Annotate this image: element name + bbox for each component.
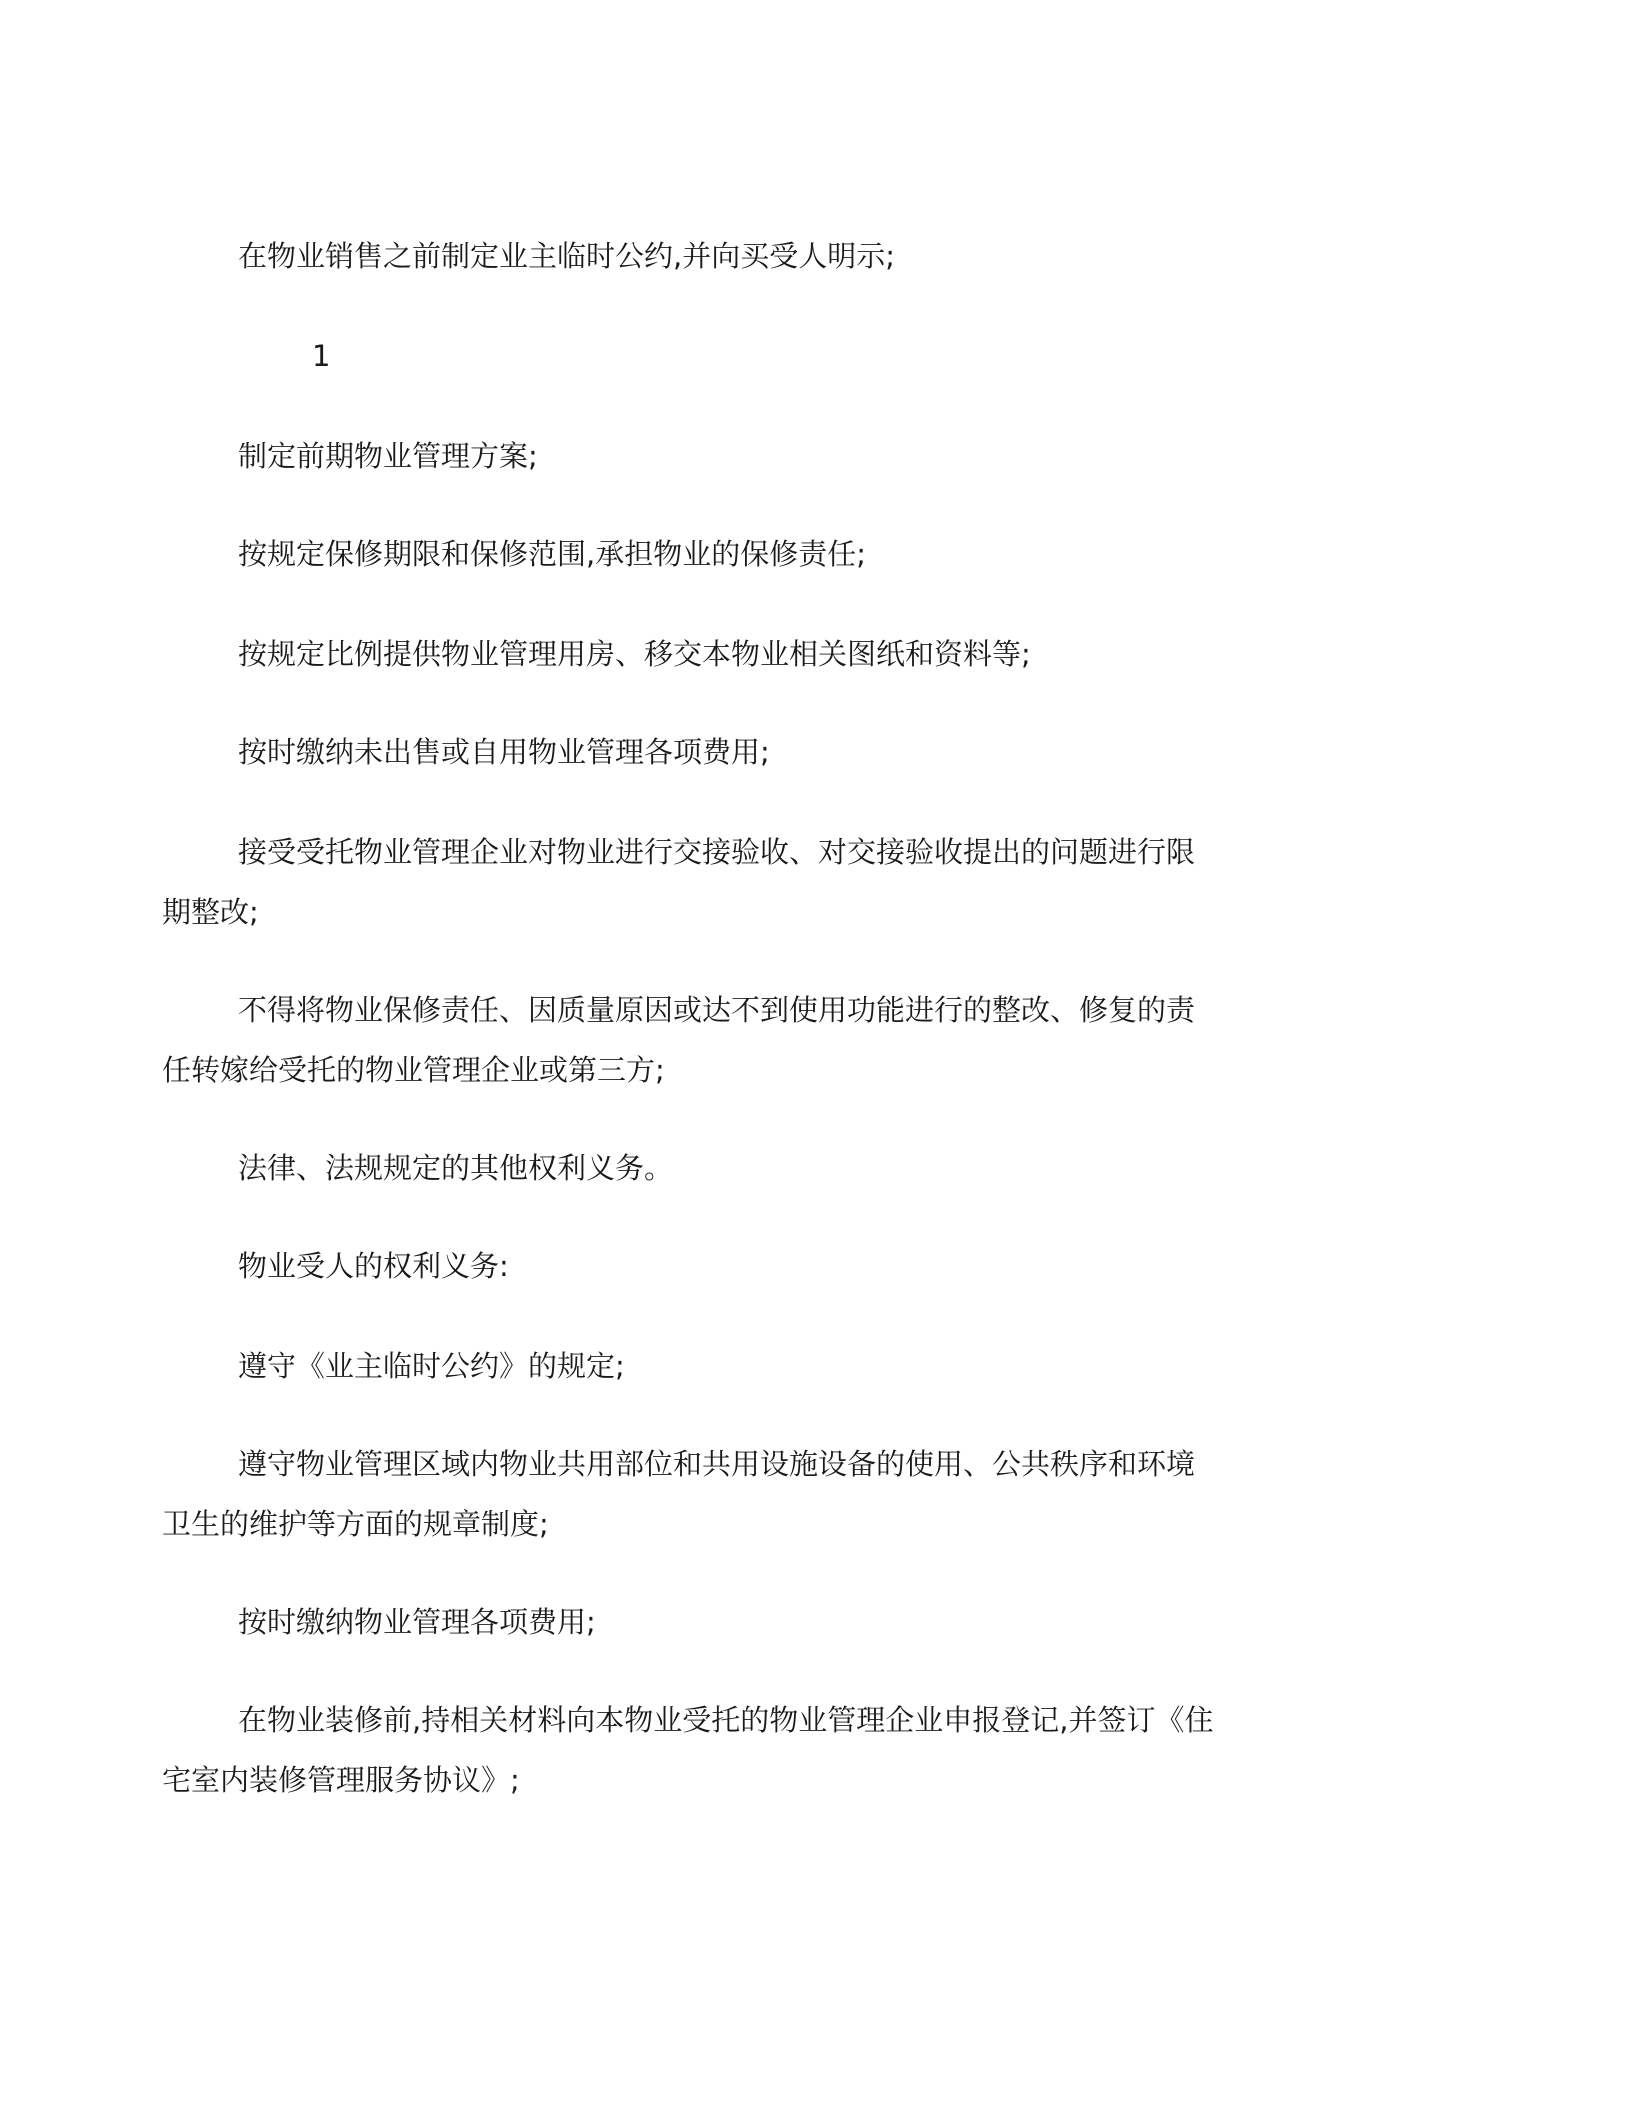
paragraph-line: 在物业装修前,持相关材料向本物业受托的物业管理企业申报登记,并签订《住 (238, 1703, 1214, 1737)
paragraph-line: 遵守物业管理区域内物业共用部位和共用设施设备的使用、公共秩序和环境 (238, 1447, 1196, 1481)
paragraph-line: 卫生的维护等方面的规章制度; (162, 1507, 549, 1541)
paragraph (162, 822, 1388, 942)
paragraph: 遵守《业主临时公约》的规定; (238, 1349, 625, 1383)
page-number: 1 (312, 339, 331, 373)
paragraph (162, 1434, 1388, 1554)
paragraph-line: 宅室内装修管理服务协议》; (162, 1763, 520, 1797)
paragraph (162, 1690, 1388, 1810)
paragraph: 按规定保修期限和保修范围,承担物业的保修责任; (238, 537, 866, 571)
paragraph: 在物业销售之前制定业主临时公约,并向买受人明示; (238, 239, 895, 273)
paragraph-line: 任转嫁给受托的物业管理企业或第三方; (162, 1053, 665, 1087)
paragraph (162, 980, 1388, 1100)
paragraph: 制定前期物业管理方案; (238, 439, 538, 473)
paragraph-line: 接受受托物业管理企业对物业进行交接验收、对交接验收提出的问题进行限 (238, 835, 1196, 869)
paragraph-line: 期整改; (162, 895, 259, 929)
paragraph: 按时缴纳物业管理各项费用; (238, 1605, 596, 1639)
section-heading: 物业受人的权利义务: (238, 1249, 509, 1283)
paragraph-line: 不得将物业保修责任、因质量原因或达不到使用功能进行的整改、修复的责 (238, 993, 1196, 1027)
paragraph: 按时缴纳未出售或自用物业管理各项费用; (238, 735, 770, 769)
paragraph: 按规定比例提供物业管理用房、移交本物业相关图纸和资料等; (238, 637, 1031, 671)
paragraph: 法律、法规规定的其他权利义务。 (238, 1151, 674, 1185)
